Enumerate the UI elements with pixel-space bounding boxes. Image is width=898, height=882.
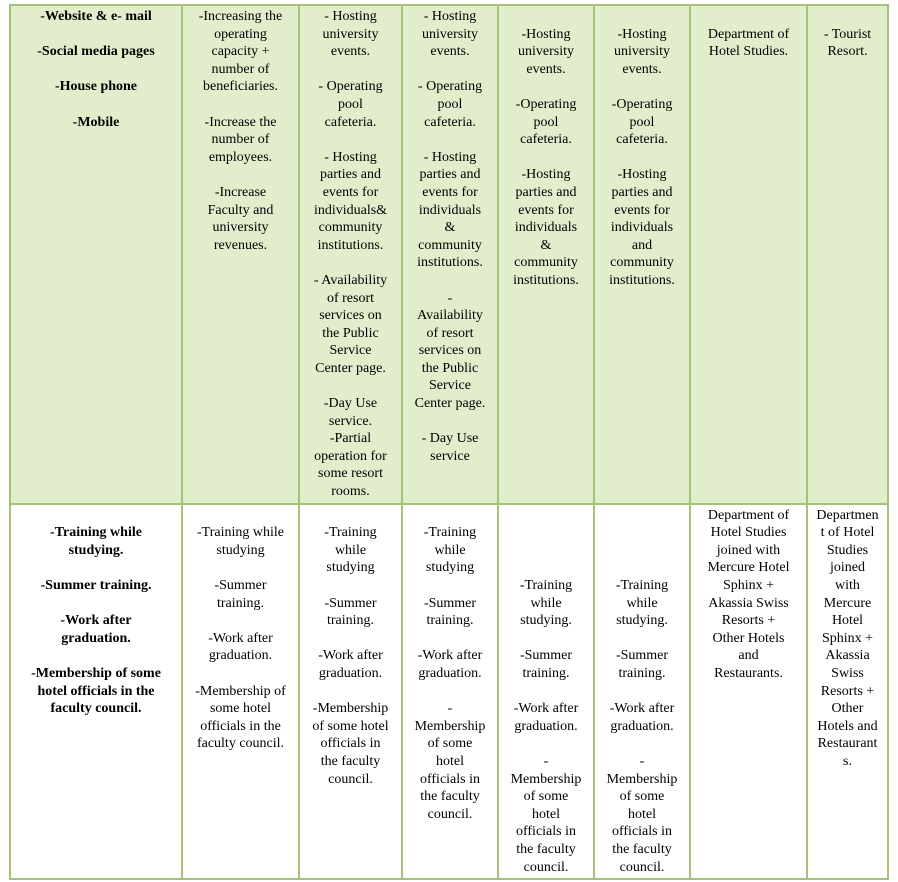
cell-paragraph: -Work after graduation. bbox=[513, 701, 579, 734]
cell-blank-line bbox=[186, 507, 295, 525]
cell-blank-line bbox=[406, 630, 494, 648]
cell-blank-line bbox=[502, 149, 590, 167]
cell-paragraph: -Mobile bbox=[72, 114, 120, 130]
cell-partners-narrow bbox=[807, 504, 888, 879]
cell-paragraph: -Training while studying. bbox=[519, 578, 573, 629]
cell-blank-line bbox=[406, 61, 494, 79]
cell-blank-line bbox=[502, 735, 590, 753]
cell-blank-line bbox=[406, 507, 494, 525]
cell-blank-line bbox=[14, 647, 178, 665]
cell-blank-line bbox=[598, 78, 686, 96]
cell-paragraph: -Increase the number of employees. bbox=[204, 114, 277, 165]
cell-blank-line bbox=[303, 254, 398, 272]
cell-paragraph: - Membership of some hotel officials in the faculty council. bbox=[510, 753, 582, 875]
cell-blank-line bbox=[502, 542, 590, 560]
cell-paragraph: -Training while studying bbox=[423, 525, 477, 576]
cell-blank-line bbox=[406, 683, 494, 701]
cell-blank-line bbox=[598, 683, 686, 701]
cell-training-e bbox=[594, 504, 690, 879]
cell-blank-line bbox=[502, 559, 590, 577]
cell-paragraph: -Membership of some hotel officials in the faculty council. bbox=[31, 665, 161, 717]
cell-paragraph: -Work after graduation. bbox=[208, 630, 273, 664]
cell-blank-line bbox=[303, 61, 398, 79]
cell-paragraph: - Operating pool cafeteria. bbox=[417, 79, 483, 130]
cell-blank-line bbox=[303, 507, 398, 525]
cell-blank-line bbox=[303, 577, 398, 595]
cell-blank-line bbox=[303, 377, 398, 395]
cell-blank-line bbox=[502, 507, 590, 525]
cell-blank-line bbox=[303, 630, 398, 648]
cell-blank-line bbox=[694, 8, 803, 26]
cell-paragraph: -Summer training. bbox=[214, 578, 267, 611]
cell-paragraph: -Training while studying. bbox=[615, 578, 669, 629]
cell-blank-line bbox=[186, 96, 295, 114]
cell-paragraph: - Hosting parties and events for individuals& community institutions. bbox=[313, 149, 388, 253]
cell-paragraph: -Hosting parties and events for individuals and community institutions. bbox=[609, 167, 675, 288]
cell-blank-line bbox=[598, 735, 686, 753]
cell-blank-line bbox=[502, 78, 590, 96]
cell-training-c bbox=[402, 504, 498, 879]
cell-paragraph: -Website & e- mail bbox=[40, 9, 152, 24]
cell-tourist-resort bbox=[807, 5, 888, 504]
cell-paragraph: -Summer training. bbox=[324, 595, 377, 629]
cell-blank-line bbox=[406, 131, 494, 149]
cell-paragraph: - Availability of resort services on the Public Service Center page. bbox=[313, 272, 388, 376]
cell-paragraph: -Summer training. bbox=[40, 578, 152, 593]
cell-paragraph: Department of Hotel Studies joined with Mercure Hotel Sphinx + Akassia Swiss Resorts + Other Hotels and Restaurants. bbox=[707, 507, 790, 681]
cell-blank-line bbox=[502, 524, 590, 542]
cell-paragraph: -Hosting parties and events for individuals & community institutions. bbox=[513, 167, 579, 288]
cell-paragraph: -Increase Faculty and university revenues. bbox=[207, 184, 274, 253]
cell-blank-line bbox=[598, 630, 686, 648]
cell-blank-line bbox=[811, 8, 884, 26]
cell-paragraph: - Availability of resort services on the Public Service Center page. bbox=[414, 290, 486, 412]
cell-blank-line bbox=[598, 542, 686, 560]
cell-paragraph: -Membership of some hotel officials in the faculty council. bbox=[195, 683, 286, 752]
cell-blank-line bbox=[186, 559, 295, 577]
cell-blank-line bbox=[598, 8, 686, 26]
cell-goals bbox=[182, 5, 299, 504]
cell-blank-line bbox=[502, 683, 590, 701]
cell-paragraph: - Day Use service bbox=[421, 431, 479, 464]
cell-paragraph: -Training while studying bbox=[324, 525, 377, 576]
cell-paragraph: - Membership of some hotel officials in the faculty council. bbox=[414, 701, 486, 822]
cell-paragraph: -Work after graduation. bbox=[60, 613, 132, 646]
cell-training-d bbox=[498, 504, 594, 879]
cell-department bbox=[690, 5, 807, 504]
cell-paragraph: Department of Hotel Studies. bbox=[707, 26, 790, 60]
cell-services-b bbox=[402, 5, 498, 504]
cell-blank-line bbox=[303, 683, 398, 701]
cell-paragraph: -Summer training. bbox=[423, 595, 477, 629]
cell-blank-line bbox=[14, 96, 178, 114]
cell-blank-line bbox=[502, 8, 590, 26]
cell-paragraph: -Hosting university events. bbox=[518, 26, 574, 77]
cell-blank-line bbox=[598, 507, 686, 525]
cell-paragraph: -Social media pages bbox=[37, 44, 155, 60]
cell-paragraph: - Hosting university events. bbox=[322, 9, 379, 60]
cell-paragraph: -House phone bbox=[54, 79, 138, 95]
cell-paragraph: -Operating pool cafeteria. bbox=[515, 96, 577, 148]
cell-paragraph: -Membership of some hotel officials in the faculty council. bbox=[312, 701, 389, 787]
cell-paragraph: - Hosting university events. bbox=[422, 9, 478, 60]
cell-blank-line bbox=[186, 612, 295, 630]
cell-blank-line bbox=[303, 131, 398, 149]
cell-blank-line bbox=[14, 507, 178, 525]
cell-paragraph: -Increasing the operating capacity + number of beneficiaries. bbox=[198, 9, 283, 95]
cell-communication-channels bbox=[10, 5, 182, 504]
cell-services-c bbox=[498, 5, 594, 504]
table-row-training bbox=[10, 504, 888, 879]
cell-blank-line bbox=[406, 577, 494, 595]
cell-paragraph: - Operating pool cafeteria. bbox=[318, 79, 383, 130]
cell-blank-line bbox=[14, 559, 178, 577]
cell-partners bbox=[690, 504, 807, 879]
cell-paragraph: -Hosting university events. bbox=[614, 26, 670, 77]
cooperation-table bbox=[9, 4, 889, 880]
cell-blank-line bbox=[598, 559, 686, 577]
cell-blank-line bbox=[406, 272, 494, 290]
table-row-communication bbox=[10, 5, 888, 504]
cell-blank-line bbox=[14, 61, 178, 79]
cell-blank-line bbox=[14, 595, 178, 613]
cell-blank-line bbox=[502, 630, 590, 648]
cell-paragraph: - Membership of some hotel officials in the faculty council. bbox=[606, 753, 678, 875]
cell-paragraph: -Summer training. bbox=[615, 648, 669, 681]
cell-blank-line bbox=[186, 166, 295, 184]
cell-training-a bbox=[182, 504, 299, 879]
cell-paragraph: -Training while studying bbox=[197, 525, 284, 558]
cell-services-d bbox=[594, 5, 690, 504]
cell-training-types bbox=[10, 504, 182, 879]
cell-paragraph: -Work after graduation. bbox=[318, 648, 383, 681]
cell-paragraph: -Partial operation for some resort rooms. bbox=[314, 431, 387, 500]
cell-paragraph: -Operating pool cafeteria. bbox=[611, 96, 673, 148]
cell-services-a bbox=[299, 5, 402, 504]
cell-paragraph: -Work after graduation. bbox=[609, 701, 675, 734]
cell-paragraph: -Day Use service. bbox=[323, 396, 378, 429]
cell-paragraph: -Work after graduation. bbox=[417, 648, 483, 681]
cell-blank-line bbox=[14, 26, 178, 44]
cell-training-b bbox=[299, 504, 402, 879]
cell-paragraph: - Hosting parties and events for individuals & community institutions. bbox=[417, 149, 483, 271]
cell-blank-line bbox=[598, 524, 686, 542]
cell-paragraph: - Tourist Resort. bbox=[823, 26, 872, 60]
cell-blank-line bbox=[186, 665, 295, 683]
cell-paragraph: Departmen t of Hotel Studies joined with Mercure Hotel Sphinx + Akassia Swiss Resorts + Other Hotels and Restaurant s. bbox=[816, 507, 879, 769]
cell-paragraph: -Summer training. bbox=[519, 648, 573, 681]
cell-blank-line bbox=[598, 149, 686, 167]
cell-blank-line bbox=[406, 413, 494, 431]
cell-paragraph: -Training while studying. bbox=[50, 525, 142, 558]
